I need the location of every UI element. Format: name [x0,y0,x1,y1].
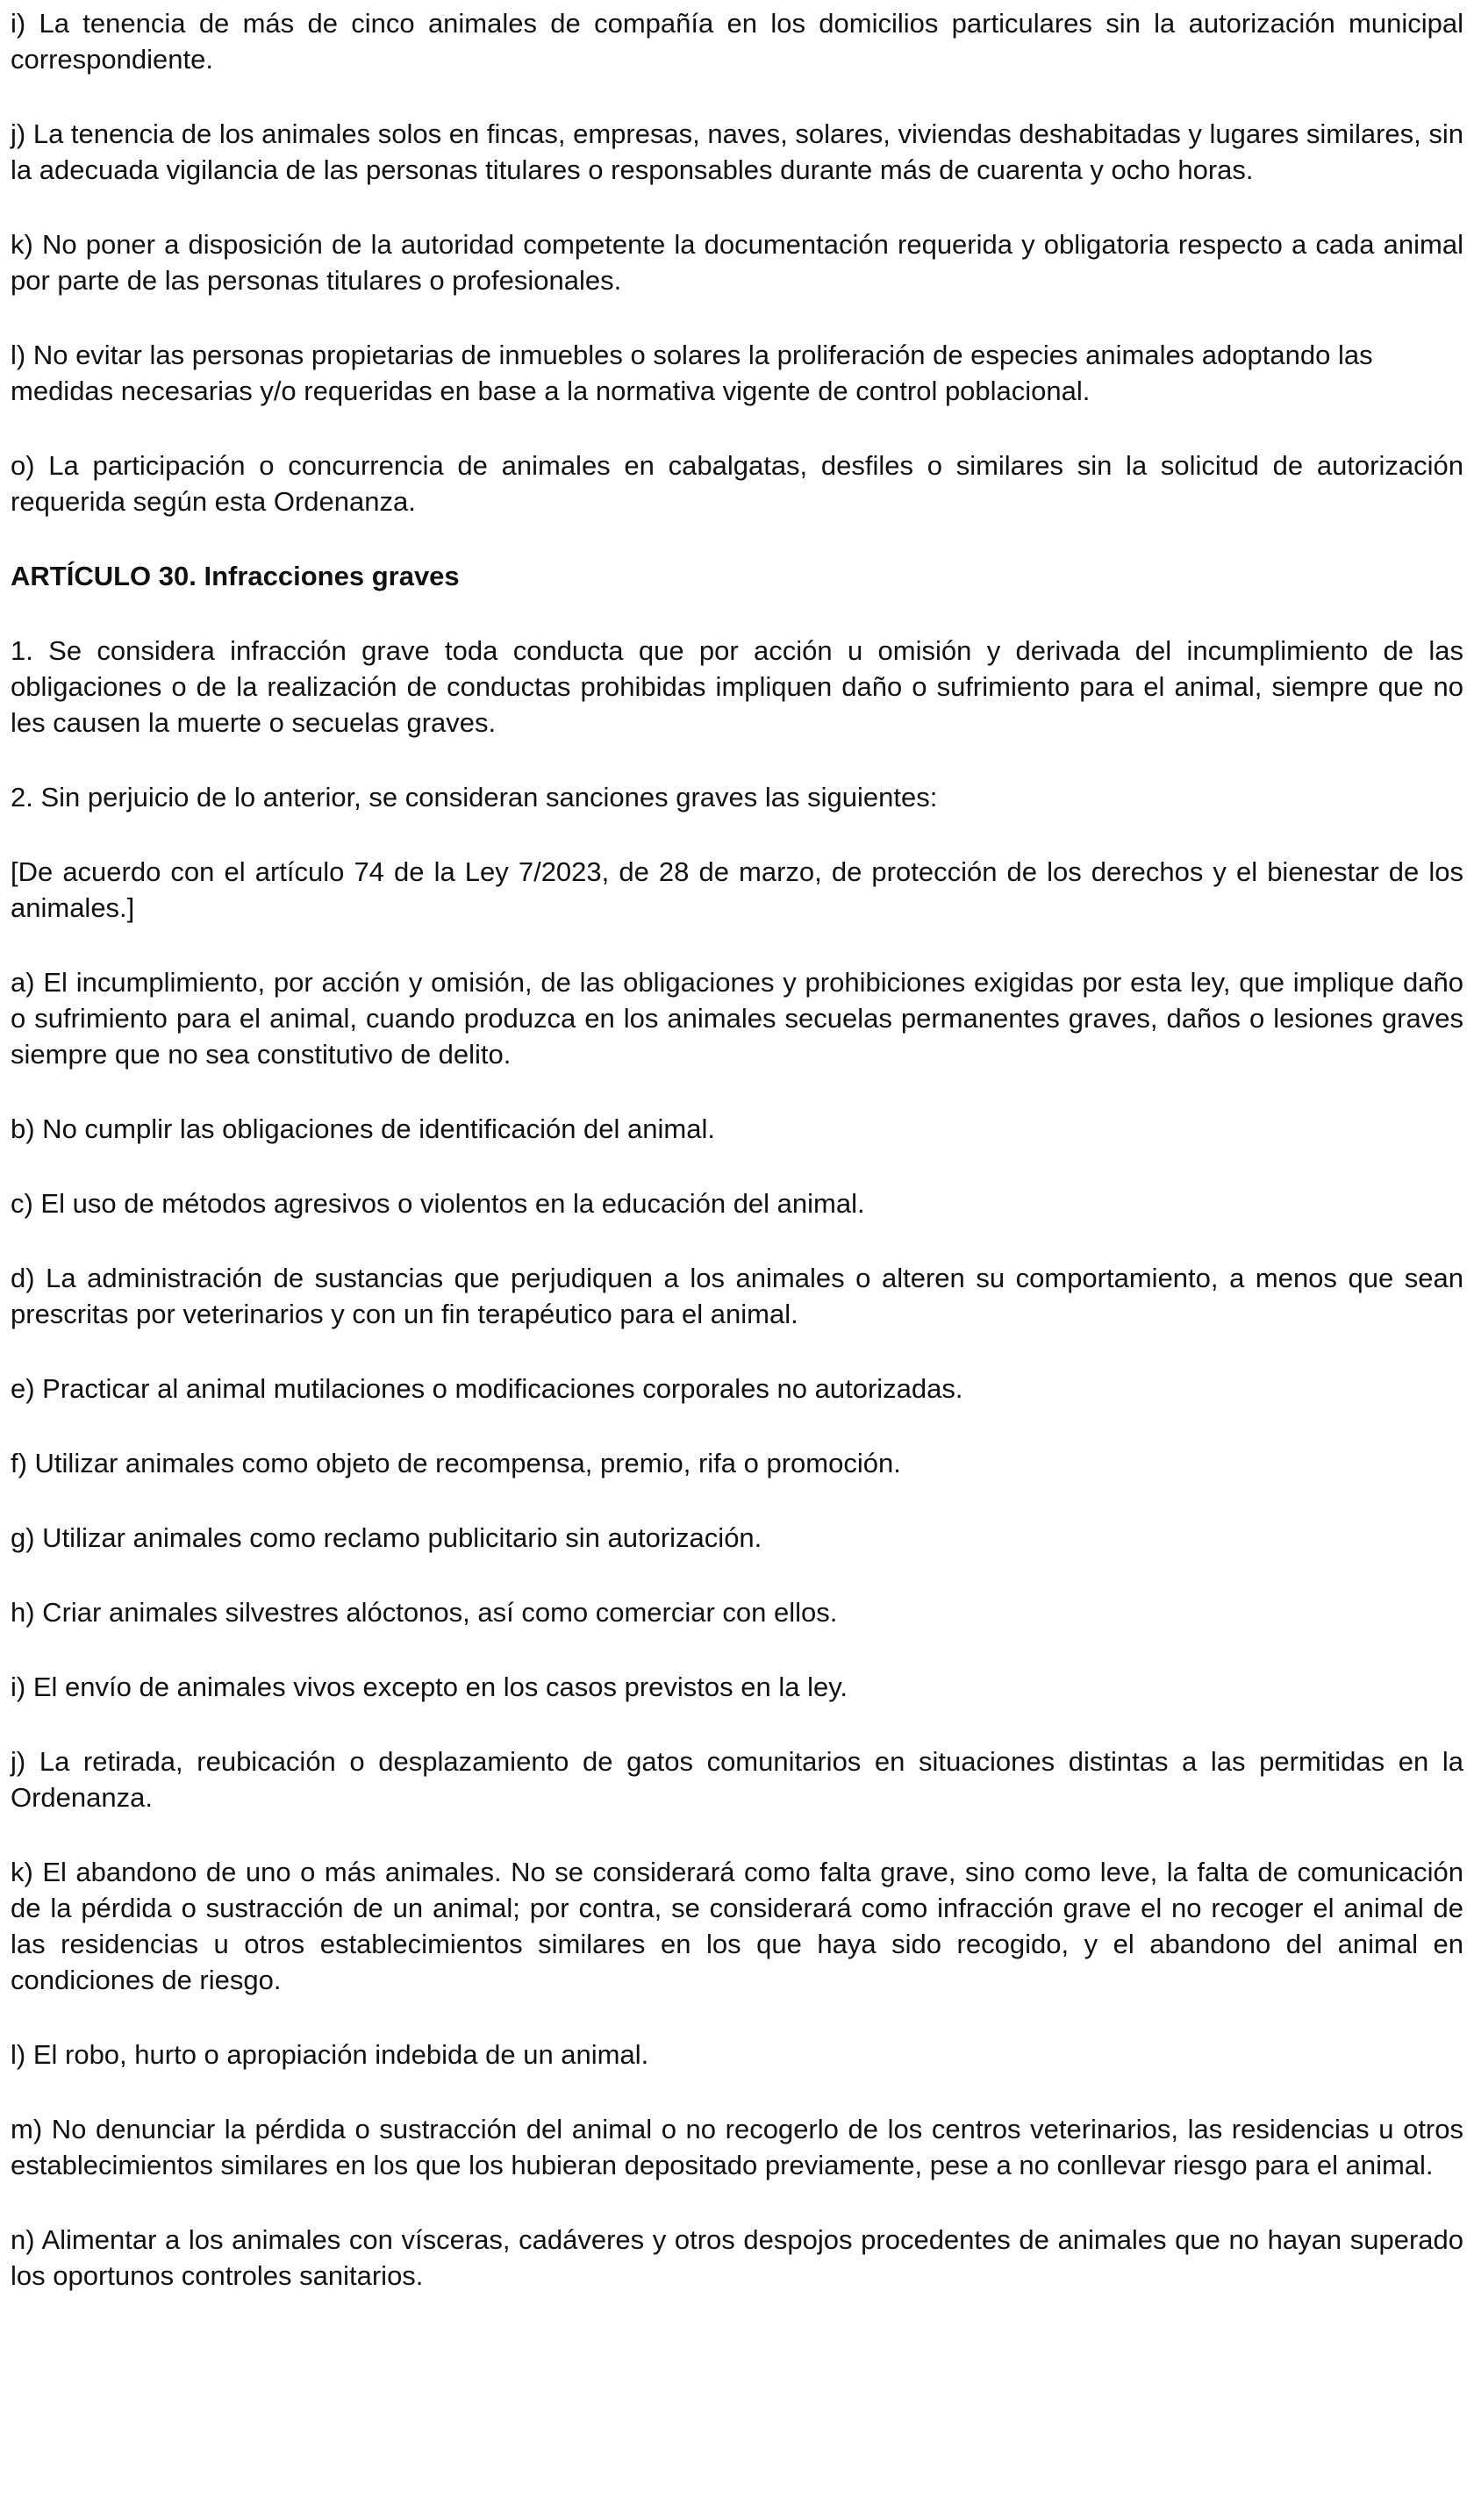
list-item: j) La retirada, reubicación o desplazamiento de gatos comunitarios en situaciones distintas a las permitidas en la Ordenanza. [11,1746,1463,1813]
article-paragraph: 2. Sin perjuicio de lo anterior, se consideran sanciones graves las siguientes: [11,782,938,813]
article-heading: ARTÍCULO 30. Infracciones graves [11,561,460,591]
list-item: e) Practicar al animal mutilaciones o modificaciones corporales no autorizadas. [11,1373,963,1404]
list-item: c) El uso de métodos agresivos o violentos en la educación del animal. [11,1188,865,1219]
list-item: j) La tenencia de los animales solos en fincas, empresas, naves, solares, viviendas deshabitadas y lugares similares, sin la adecuada vigilancia de las personas titulares o responsables durante más de cuarenta y ocho horas. [11,118,1463,185]
document-body [11,5,1463,2332]
list-item: m) No denunciar la pérdida o sustracción del animal o no recogerlo de los centros veterinarios, las residencias u otros establecimientos similares en los que los hubieran depositado previamente, pese a no conllevar riesgo para el animal. [11,2114,1463,2180]
list-item: i) El envío de animales vivos excepto en los casos previstos en la ley. [11,1672,848,1702]
legal-reference-note: [De acuerdo con el artículo 74 de la Ley 7/2023, de 28 de marzo, de protección de los derechos y el bienestar de los animales.] [11,856,1463,923]
list-item: i) La tenencia de más de cinco animales de compañía en los domicilios particulares sin la autorización municipal correspondiente. [11,8,1463,75]
list-item: n) Alimentar a los animales con vísceras, cadáveres y otros despojos procedentes de animales que no hayan superado los oportunos controles sanitarios. [11,2224,1463,2291]
list-item: a) El incumplimiento, por acción y omisión, de las obligaciones y prohibiciones exigidas por esta ley, que implique daño o sufrimiento para el animal, cuando produzca en los animales secuelas permanentes graves, daños o lesiones graves siempre que no sea constitutivo de delito. [11,967,1463,1070]
list-item: l) No evitar las personas propietarias de inmuebles o solares la proliferación de especies animales adoptando las medidas necesarias y/o requeridas en base a la normativa vigente de control poblacional. [11,340,1373,406]
list-item: k) No poner a disposición de la autoridad competente la documentación requerida y obligatoria respecto a cada animal por parte de las personas titulares o profesionales. [11,229,1463,296]
list-item: h) Criar animales silvestres alóctonos, así como comerciar con ellos. [11,1597,838,1628]
article-paragraph: 1. Se considera infracción grave toda conducta que por acción u omisión y derivada del incumplimiento de las obligaciones o de la realización de conductas prohibidas impliquen daño o sufrimiento para el animal, siempre que no les causen la muerte o secuelas graves. [11,635,1463,738]
list-item: g) Utilizar animales como reclamo publicitario sin autorización. [11,1522,762,1553]
list-item: k) El abandono de uno o más animales. No se considerará como falta grave, sino como leve, la falta de comunicación de la pérdida o sustracción de un animal; por contra, se considerará como infracción grave el no recoger el animal de las residencias u otros establecimientos similares en los que haya sido recogido, y el abandono del animal en condiciones de riesgo. [11,1857,1463,1995]
list-item: o) La participación o concurrencia de animales en cabalgatas, desfiles o similares sin la solicitud de autorización requerida según esta Ordenanza. [11,450,1463,517]
list-item: d) La administración de sustancias que perjudiquen a los animales o alteren su comportamiento, a menos que sean prescritas por veterinarios y con un fin terapéutico para el animal. [11,1263,1463,1329]
list-item: l) El robo, hurto o apropiación indebida de un animal. [11,2039,649,2070]
list-item: b) No cumplir las obligaciones de identificación del animal. [11,1113,715,1144]
list-item: f) Utilizar animales como objeto de recompensa, premio, rifa o promoción. [11,1448,901,1478]
